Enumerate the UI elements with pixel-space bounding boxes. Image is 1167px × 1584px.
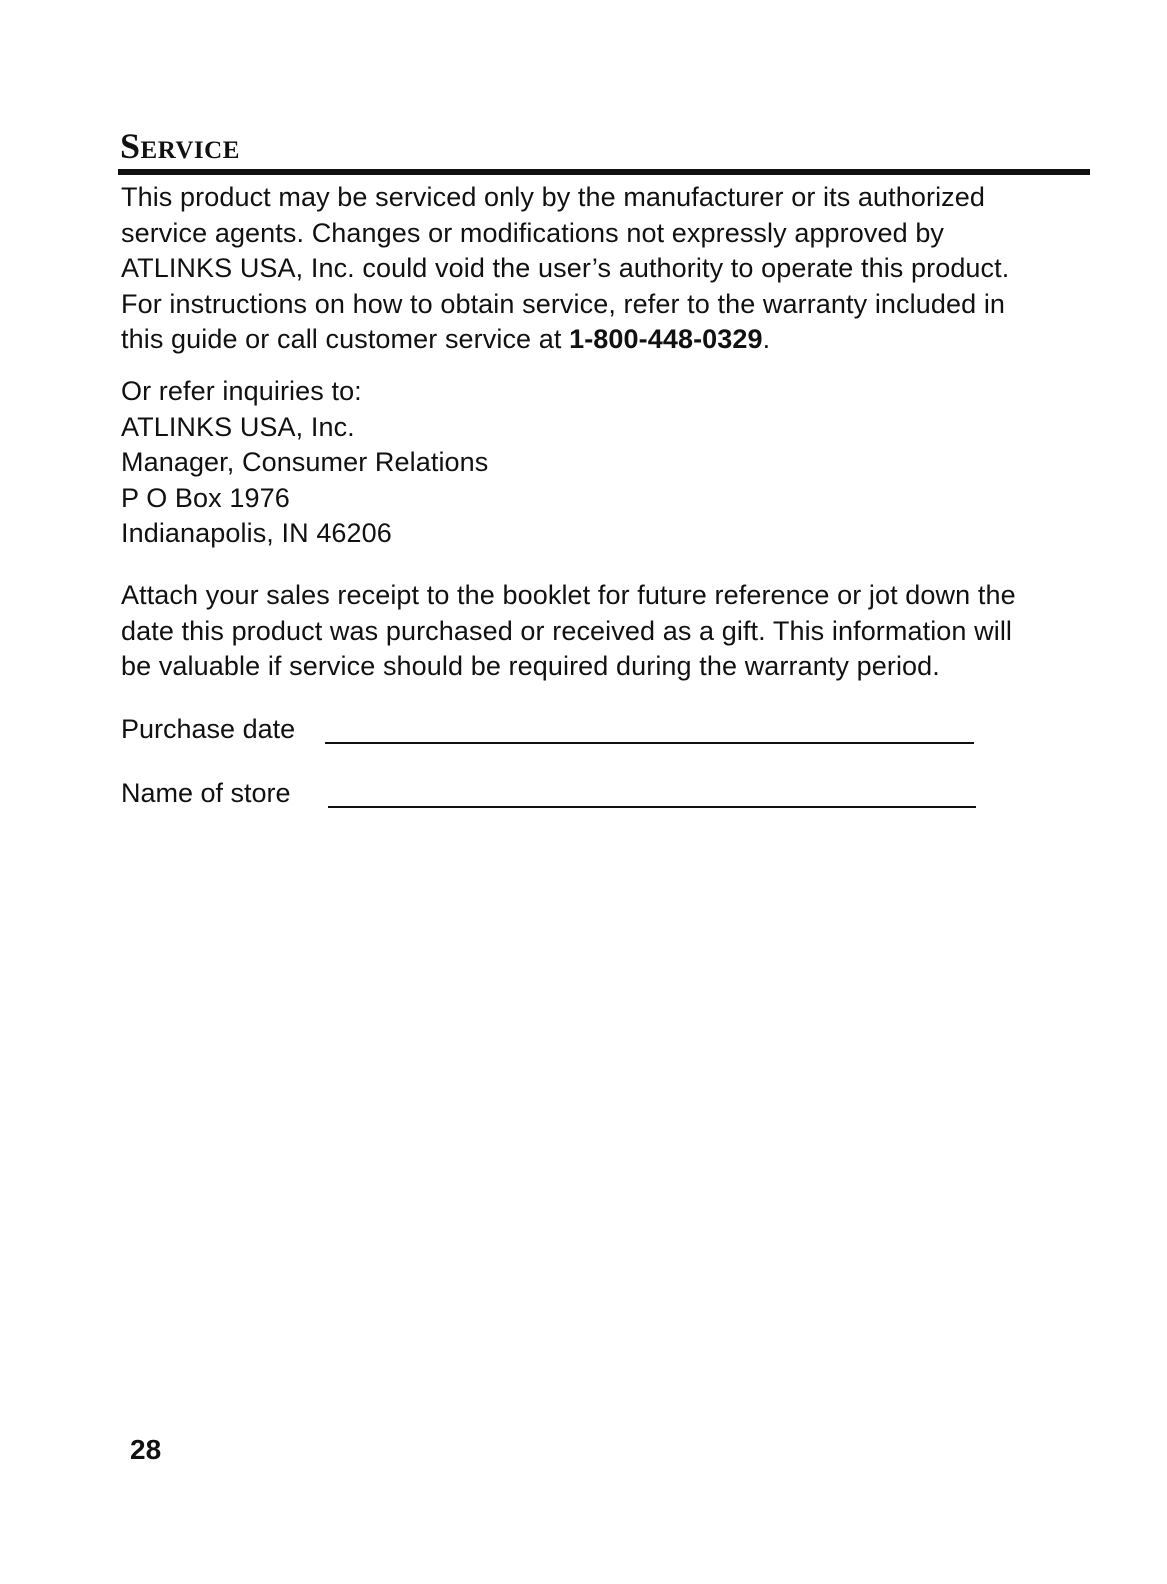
- text-line: For instructions on how to obtain service, refer to the warranty included in: [121, 288, 1006, 319]
- company-name: ATLINKS USA, Inc.: [121, 411, 355, 442]
- section-heading: Service: [120, 126, 240, 166]
- receipt-paragraph: [121, 578, 1096, 685]
- text-line: Attach your sales receipt to the booklet for future reference or jot down the: [121, 580, 1016, 610]
- store-name-label: Name of store: [121, 778, 291, 808]
- text-line-suffix: .: [762, 324, 771, 354]
- purchase-date-label: Purchase date: [121, 714, 296, 744]
- city-state-zip: Indianapolis, IN 46206: [121, 518, 392, 548]
- text-line: be valuable if service should be required during the warranty period.: [121, 651, 940, 681]
- purchase-date-blank-line: [325, 742, 974, 744]
- customer-service-phone: 1-800-448-0329: [569, 324, 763, 354]
- text-line: service agents. Changes or modifications not expressly approved by: [121, 217, 945, 248]
- po-box: P O Box 1976: [121, 482, 290, 513]
- text-line: This product may be serviced only by the manufacturer or its authorized: [121, 182, 986, 212]
- purchase-date-field: [121, 712, 295, 747]
- store-name-field: [121, 776, 291, 811]
- text-line: date this product was purchased or received as a gift. This information will: [121, 615, 1013, 646]
- text-line: [121, 322, 1096, 358]
- service-paragraph: [121, 180, 1096, 358]
- heading-rule: [118, 169, 1090, 175]
- inquiries-intro: Or refer inquiries to:: [121, 376, 362, 406]
- page-number: 28: [130, 1434, 162, 1465]
- store-name-blank-line: [328, 806, 976, 808]
- text-line-prefix: this guide or call customer service at: [121, 324, 570, 354]
- text-line: ATLINKS USA, Inc. could void the user’s authority to operate this product.: [121, 253, 1010, 283]
- department-name: Manager, Consumer Relations: [121, 447, 489, 477]
- inquiries-address-block: [121, 374, 1096, 552]
